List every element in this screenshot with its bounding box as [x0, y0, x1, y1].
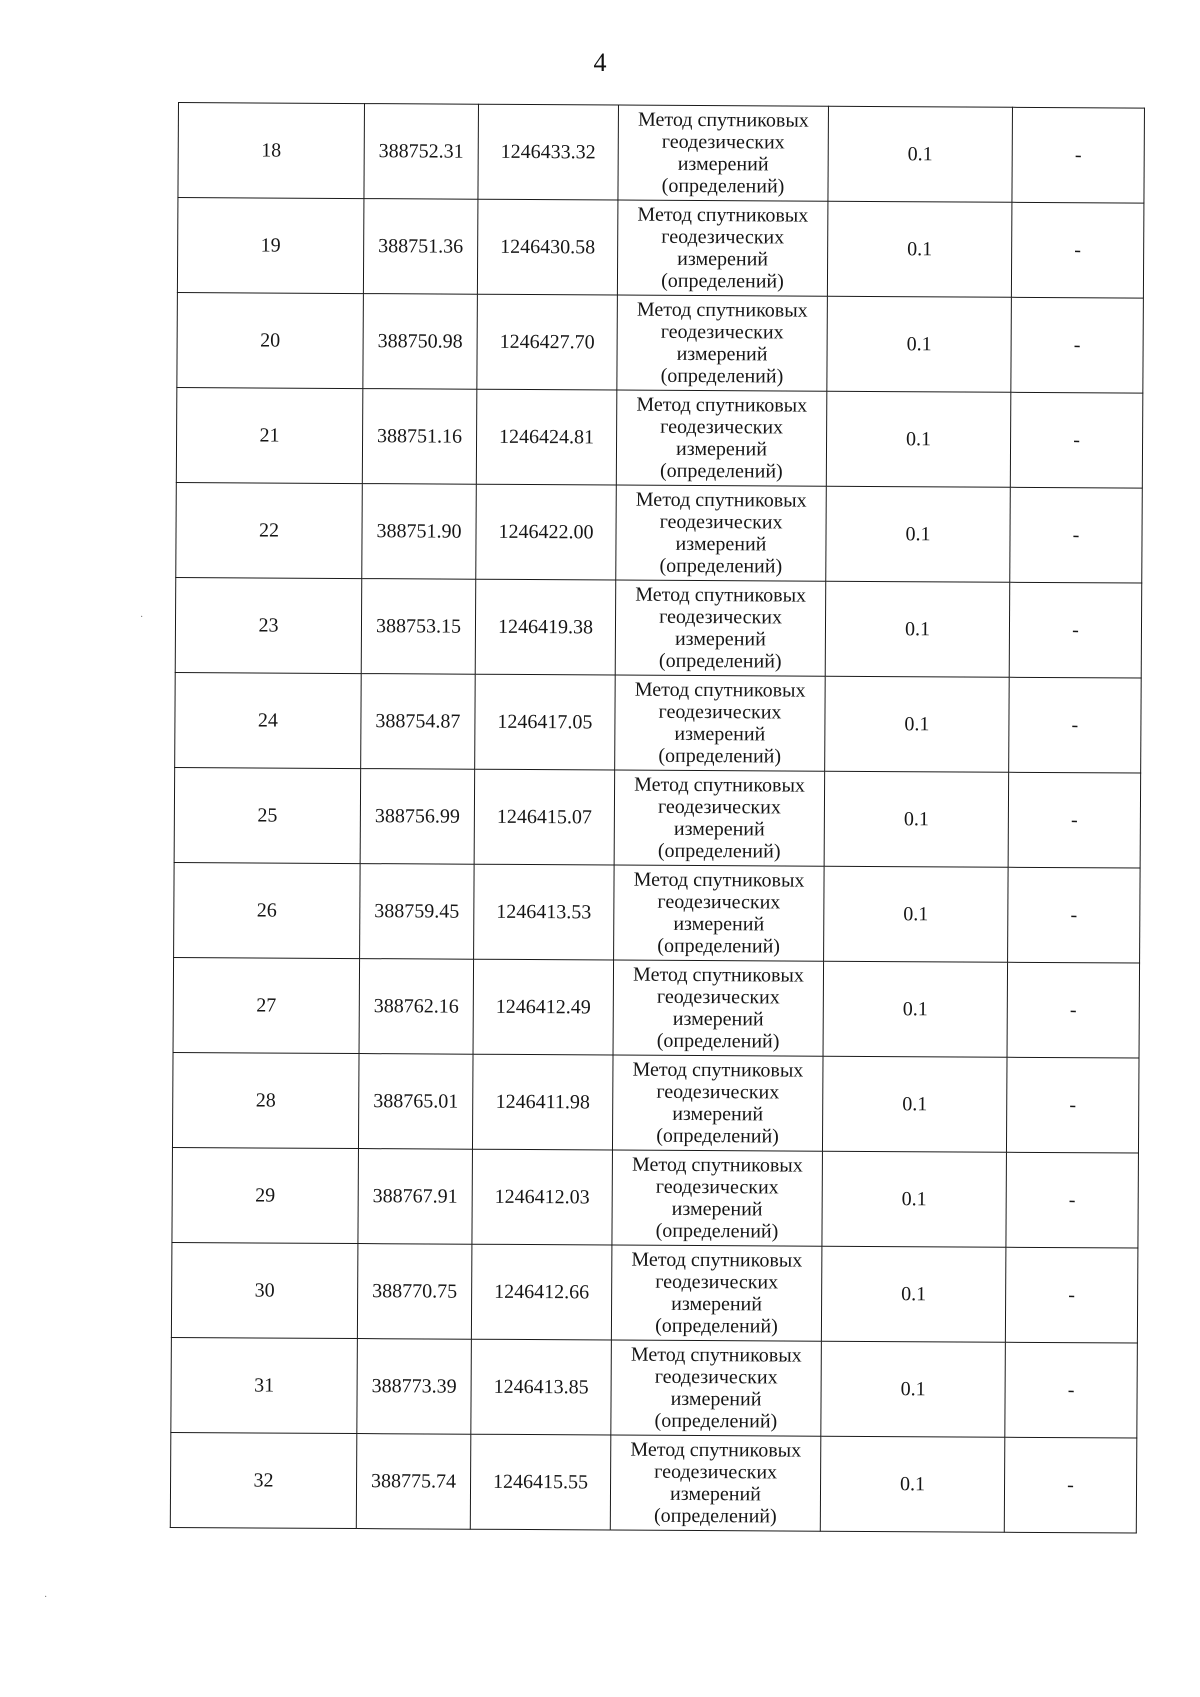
method-text-line: измерений — [677, 247, 769, 271]
table-row — [172, 1147, 1139, 1248]
x-coordinate-cell: 388750.98 — [363, 294, 478, 390]
y-coordinate-cell: 1246412.66 — [471, 1244, 612, 1340]
y-coordinate-cell: 1246415.07 — [474, 769, 615, 865]
page-number: 4 — [593, 48, 607, 77]
method-cell — [616, 485, 827, 581]
note-cell: - — [1008, 772, 1141, 868]
method-text-line: измерений — [675, 532, 767, 556]
table-row — [174, 767, 1141, 868]
x-coordinate-cell: 388759.45 — [360, 864, 475, 960]
method-text-line: Метод спутниковых — [636, 393, 808, 417]
note-cell: - — [1008, 867, 1141, 963]
method-text-line: геодезических — [658, 700, 782, 724]
point-number-cell: 21 — [176, 387, 363, 483]
method-text-line: Метод спутниковых — [637, 108, 809, 132]
accuracy-cell: 0.1 — [822, 1056, 1007, 1152]
y-coordinate-cell: 1246413.53 — [474, 864, 615, 960]
note-cell: - — [1006, 1152, 1139, 1248]
table-body — [170, 103, 1144, 1534]
accuracy-cell: 0.1 — [825, 676, 1010, 772]
point-number-cell: 30 — [171, 1242, 358, 1338]
method-text-line: Метод спутниковых — [634, 678, 806, 702]
method-text-line: (определений) — [661, 269, 784, 293]
method-cell — [616, 390, 827, 486]
method-text-line: (определений) — [658, 649, 782, 673]
x-coordinate-cell: 388751.36 — [363, 199, 478, 295]
method-text-line: измерений — [670, 1387, 762, 1411]
method-cell — [617, 295, 828, 391]
y-coordinate-cell: 1246433.32 — [478, 104, 619, 200]
method-text-line: измерений — [671, 1292, 763, 1316]
method-cell — [615, 675, 826, 771]
accuracy-cell: 0.1 — [821, 1341, 1006, 1437]
method-text-line: (определений) — [656, 1124, 779, 1148]
point-number-cell: 29 — [172, 1147, 359, 1243]
method-text-line: геодезических — [661, 130, 785, 154]
accuracy-cell: 0.1 — [823, 961, 1008, 1057]
method-text-line: (определений) — [659, 459, 783, 483]
method-text-line: измерений — [672, 1007, 764, 1031]
method-text-line: Метод спутниковых — [634, 773, 806, 797]
method-text-line: (определений) — [661, 174, 785, 198]
method-text-line: Метод спутниковых — [631, 1153, 803, 1177]
method-cell — [615, 580, 826, 676]
method-text-line: геодезических — [661, 225, 785, 249]
method-text-line: Метод спутниковых — [633, 868, 805, 892]
method-cell — [617, 200, 828, 296]
method-text-line: измерений — [671, 1197, 763, 1221]
table-row — [172, 1052, 1139, 1153]
method-text-line: измерений — [673, 817, 765, 841]
note-cell: - — [1011, 297, 1144, 393]
accuracy-cell: 0.1 — [820, 1436, 1005, 1532]
method-text-line: Метод спутниковых — [633, 963, 804, 987]
coordinates-table-wrapper — [170, 102, 1144, 1534]
method-text-line: геодезических — [660, 320, 784, 344]
note-cell: - — [1012, 107, 1145, 203]
method-text-line: (определений) — [657, 934, 781, 958]
method-text-line: (определений) — [660, 364, 784, 388]
note-cell: - — [1007, 962, 1140, 1058]
point-number-cell: 25 — [174, 767, 361, 863]
table-row — [170, 1432, 1137, 1533]
x-coordinate-cell: 388762.16 — [359, 959, 474, 1055]
method-text-line: геодезических — [656, 1080, 780, 1104]
point-number-cell: 28 — [172, 1052, 359, 1148]
x-coordinate-cell: 388767.91 — [358, 1149, 473, 1245]
method-cell — [612, 1055, 823, 1151]
method-text-line: (определений) — [653, 1504, 777, 1528]
coordinates-table — [170, 102, 1145, 1534]
method-text-line: геодезических — [660, 415, 784, 439]
accuracy-cell: 0.1 — [822, 1151, 1007, 1247]
method-text-line: (определений) — [654, 1409, 778, 1433]
note-cell: - — [1010, 487, 1143, 583]
method-text-line: (определений) — [655, 1219, 779, 1243]
x-coordinate-cell: 388754.87 — [361, 674, 476, 770]
table-row — [175, 672, 1142, 773]
table-row — [177, 292, 1144, 393]
method-text-line: геодезических — [659, 510, 783, 534]
method-text-line: геодезических — [654, 1460, 778, 1484]
method-text-line: измерений — [672, 1102, 764, 1126]
y-coordinate-cell: 1246412.49 — [473, 959, 614, 1055]
table-row — [177, 198, 1144, 299]
y-coordinate-cell: 1246413.85 — [471, 1339, 612, 1435]
method-text-line: Метод спутниковых — [632, 1058, 804, 1082]
note-cell: - — [1006, 1057, 1139, 1153]
table-row — [175, 577, 1142, 678]
accuracy-cell: 0.1 — [826, 486, 1011, 582]
method-text-line: Метод спутниковых — [635, 583, 807, 607]
point-number-cell: 26 — [174, 862, 361, 958]
point-number-cell: 27 — [173, 957, 360, 1053]
method-cell — [612, 1150, 823, 1246]
note-cell: - — [1009, 582, 1142, 678]
point-number-cell: 24 — [175, 672, 362, 768]
accuracy-cell: 0.1 — [824, 771, 1009, 867]
method-text-line: измерений — [677, 152, 769, 176]
x-coordinate-cell: 388775.74 — [356, 1434, 471, 1530]
method-cell — [611, 1245, 822, 1341]
method-text-line: измерений — [674, 722, 766, 746]
method-text-line: геодезических — [655, 1175, 779, 1199]
y-coordinate-cell: 1246412.03 — [472, 1149, 613, 1245]
x-coordinate-cell: 388770.75 — [357, 1244, 472, 1340]
method-cell — [613, 960, 824, 1056]
accuracy-cell: 0.1 — [827, 296, 1012, 392]
accuracy-cell: 0.1 — [826, 391, 1011, 487]
point-number-cell: 22 — [176, 482, 363, 578]
x-coordinate-cell: 388752.31 — [364, 104, 479, 200]
method-text-line: Метод спутниковых — [635, 488, 807, 512]
point-number-cell: 19 — [177, 198, 364, 294]
x-coordinate-cell: 388756.99 — [360, 769, 475, 865]
method-text-line: геодезических — [657, 890, 781, 914]
note-cell: - — [1011, 202, 1144, 298]
scan-speck: · — [44, 1592, 48, 1603]
accuracy-cell: 0.1 — [825, 581, 1010, 677]
y-coordinate-cell: 1246422.00 — [476, 484, 617, 580]
accuracy-cell: 0.1 — [824, 866, 1009, 962]
method-text-line: (определений) — [658, 744, 782, 768]
y-coordinate-cell: 1246417.05 — [475, 674, 616, 770]
x-coordinate-cell: 388751.16 — [362, 389, 477, 485]
method-text-line: измерений — [676, 342, 768, 366]
point-number-cell: 20 — [177, 292, 364, 388]
point-number-cell: 31 — [171, 1337, 358, 1433]
method-text-line: (определений) — [656, 1029, 780, 1053]
table-row — [171, 1337, 1138, 1438]
method-cell — [611, 1340, 822, 1436]
x-coordinate-cell: 388751.90 — [362, 484, 477, 580]
scan-speck: · — [140, 612, 144, 623]
table-row — [176, 482, 1143, 583]
method-cell — [614, 865, 825, 961]
x-coordinate-cell: 388773.39 — [357, 1339, 472, 1435]
method-text-line: Метод спутниковых — [637, 203, 809, 227]
method-text-line: геодезических — [656, 985, 780, 1009]
table-row — [178, 103, 1145, 204]
method-text-line: геодезических — [657, 795, 781, 819]
method-text-line: измерений — [673, 912, 765, 936]
method-cell — [614, 770, 825, 866]
note-cell: - — [1005, 1247, 1138, 1343]
table-row — [176, 387, 1143, 488]
method-text-line: Метод спутниковых — [630, 1438, 802, 1462]
point-number-cell: 23 — [175, 577, 362, 673]
method-cell — [610, 1435, 821, 1531]
method-text-line: геодезических — [654, 1365, 778, 1389]
point-number-cell: 18 — [178, 103, 365, 199]
y-coordinate-cell: 1246430.58 — [477, 199, 618, 295]
x-coordinate-cell: 388765.01 — [358, 1054, 473, 1150]
method-text-line: измерений — [676, 437, 767, 461]
y-coordinate-cell: 1246427.70 — [477, 294, 618, 390]
accuracy-cell: 0.1 — [827, 201, 1012, 297]
method-text-line: измерений — [670, 1482, 761, 1506]
table-row — [173, 957, 1140, 1058]
method-text-line: (определений) — [657, 839, 781, 863]
note-cell: - — [1005, 1342, 1138, 1438]
note-cell: - — [1004, 1437, 1137, 1533]
accuracy-cell: 0.1 — [821, 1246, 1006, 1342]
point-number-cell: 32 — [170, 1432, 357, 1528]
y-coordinate-cell: 1246415.55 — [470, 1434, 611, 1530]
method-text-line: измерений — [674, 627, 766, 651]
method-text-line: (определений) — [659, 554, 783, 578]
method-text-line: геодезических — [659, 605, 783, 629]
method-cell — [618, 105, 829, 201]
y-coordinate-cell: 1246419.38 — [475, 579, 616, 675]
table-row — [171, 1242, 1138, 1343]
method-text-line: Метод спутниковых — [636, 298, 808, 322]
table-row — [174, 862, 1141, 963]
method-text-line: Метод спутниковых — [630, 1343, 802, 1367]
note-cell: - — [1009, 677, 1142, 773]
accuracy-cell: 0.1 — [828, 106, 1013, 202]
x-coordinate-cell: 388753.15 — [361, 579, 476, 675]
method-text-line: геодезических — [655, 1270, 779, 1294]
method-text-line: Метод спутниковых — [631, 1248, 803, 1272]
y-coordinate-cell: 1246411.98 — [472, 1054, 613, 1150]
note-cell: - — [1010, 392, 1143, 488]
method-text-line: (определений) — [655, 1314, 778, 1338]
y-coordinate-cell: 1246424.81 — [476, 389, 617, 485]
